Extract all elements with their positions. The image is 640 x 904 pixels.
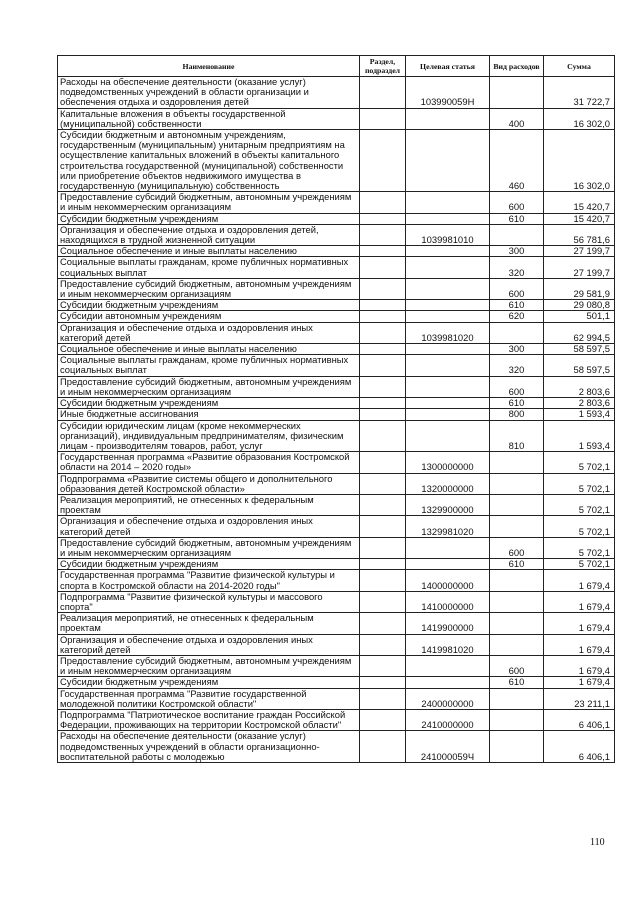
cell-sum: 5 702,1 <box>544 473 615 494</box>
cell-target <box>406 537 490 558</box>
cell-type: 810 <box>490 420 544 452</box>
cell-section <box>360 130 406 192</box>
header-name: Наименование <box>58 56 360 77</box>
cell-target: 1419981020 <box>406 634 490 655</box>
cell-type: 610 <box>490 300 544 311</box>
cell-sum: 5 702,1 <box>544 537 615 558</box>
budget-table <box>57 55 615 763</box>
cell-target <box>406 398 490 409</box>
cell-name: Предоставление субсидий бюджетным, автономным учреждениям и иным некоммерческим организациям <box>58 537 360 558</box>
cell-target: 1300000000 <box>406 452 490 473</box>
cell-name: Государственная программа "Развитие государственной молодежной политики Костромской области" <box>58 688 360 709</box>
cell-type <box>490 494 544 515</box>
cell-target <box>406 213 490 224</box>
cell-target: 2400000000 <box>406 688 490 709</box>
cell-section <box>360 591 406 612</box>
cell-section <box>360 213 406 224</box>
table-row <box>58 688 615 709</box>
table-row <box>58 420 615 452</box>
cell-target <box>406 300 490 311</box>
cell-sum: 1 593,4 <box>544 409 615 420</box>
cell-sum: 6 406,1 <box>544 709 615 730</box>
cell-sum: 1 679,4 <box>544 655 615 676</box>
cell-target <box>406 409 490 420</box>
cell-sum: 56 781,6 <box>544 224 615 245</box>
table-row <box>58 570 615 591</box>
table-row <box>58 591 615 612</box>
cell-sum: 5 702,1 <box>544 516 615 537</box>
cell-name: Субсидии бюджетным учреждениям <box>58 300 360 311</box>
cell-type <box>490 591 544 612</box>
cell-sum: 2 803,6 <box>544 398 615 409</box>
cell-type: 460 <box>490 130 544 192</box>
cell-section <box>360 452 406 473</box>
cell-type: 620 <box>490 311 544 322</box>
cell-section <box>360 570 406 591</box>
cell-name: Организация и обеспечение отдыха и оздоровления иных категорий детей <box>58 634 360 655</box>
cell-type: 300 <box>490 246 544 257</box>
cell-sum: 1 679,4 <box>544 570 615 591</box>
cell-name: Предоставление субсидий бюджетным, автономным учреждениям и иным некоммерческим организациям <box>58 655 360 676</box>
cell-name: Субсидии бюджетным учреждениям <box>58 213 360 224</box>
cell-section <box>360 677 406 688</box>
table-row <box>58 344 615 355</box>
table-row <box>58 655 615 676</box>
cell-target: 1400000000 <box>406 570 490 591</box>
table-row <box>58 376 615 397</box>
cell-type: 600 <box>490 192 544 213</box>
cell-target <box>406 192 490 213</box>
header-section: Раздел, подраздел <box>360 56 406 77</box>
cell-target: 1039981010 <box>406 224 490 245</box>
cell-target <box>406 278 490 299</box>
cell-target: 1329981020 <box>406 516 490 537</box>
cell-target: 1329900000 <box>406 494 490 515</box>
table-row <box>58 516 615 537</box>
table-row <box>58 224 615 245</box>
cell-section <box>360 709 406 730</box>
cell-type: 600 <box>490 376 544 397</box>
cell-sum: 1 593,4 <box>544 420 615 452</box>
cell-name: Расходы на обеспечение деятельности (оказание услуг) подведомственных учреждений в области организационно-воспитательной работы с молодежью <box>58 731 360 763</box>
cell-name: Субсидии бюджетным и автономным учреждениям, государственным (муниципальным) унитарным предприятиям на осуществление капитальных вложений в объекты капитального строительства государственной (муниципальной) собственности или приобретение объектов недвижимого имущества в государственную (муниципальную) собственность <box>58 130 360 192</box>
cell-type <box>490 473 544 494</box>
cell-section <box>360 537 406 558</box>
table-row <box>58 473 615 494</box>
cell-sum: 1 679,4 <box>544 613 615 634</box>
cell-sum: 1 679,4 <box>544 634 615 655</box>
cell-section <box>360 311 406 322</box>
cell-name: Предоставление субсидий бюджетным, автономным учреждениям и иным некоммерческим организациям <box>58 278 360 299</box>
cell-section <box>360 731 406 763</box>
cell-target <box>406 130 490 192</box>
cell-sum: 62 994,5 <box>544 322 615 343</box>
cell-name: Субсидии бюджетным учреждениям <box>58 559 360 570</box>
page-number: 110 <box>590 837 605 848</box>
cell-name: Субсидии юридическим лицам (кроме некоммерческих организаций), индивидуальным предпринимателям, физическим лицам - производителям товаров, работ, услуг <box>58 420 360 452</box>
cell-section <box>360 355 406 376</box>
cell-type <box>490 570 544 591</box>
header-type: Вид расходов <box>490 56 544 77</box>
cell-sum: 27 199,7 <box>544 246 615 257</box>
cell-type <box>490 613 544 634</box>
cell-target: 103990059Н <box>406 77 490 109</box>
cell-section <box>360 613 406 634</box>
cell-sum: 27 199,7 <box>544 257 615 278</box>
header-target: Целевая статья <box>406 56 490 77</box>
cell-name: Подпрограмма «Развитие системы общего и дополнительного образования детей Костромской области» <box>58 473 360 494</box>
cell-section <box>360 300 406 311</box>
cell-type <box>490 452 544 473</box>
table-row <box>58 192 615 213</box>
cell-type: 610 <box>490 213 544 224</box>
cell-sum: 58 597,5 <box>544 355 615 376</box>
cell-target <box>406 246 490 257</box>
cell-sum: 16 302,0 <box>544 108 615 129</box>
table-row <box>58 537 615 558</box>
table-row <box>58 613 615 634</box>
cell-sum: 29 080,8 <box>544 300 615 311</box>
cell-sum: 58 597,5 <box>544 344 615 355</box>
cell-target <box>406 376 490 397</box>
table-row <box>58 398 615 409</box>
cell-name: Подпрограмма "Развитие физической культуры и массового спорта" <box>58 591 360 612</box>
cell-section <box>360 688 406 709</box>
cell-section <box>360 257 406 278</box>
cell-type: 300 <box>490 344 544 355</box>
cell-sum: 6 406,1 <box>544 731 615 763</box>
cell-section <box>360 376 406 397</box>
table-row <box>58 130 615 192</box>
cell-name: Субсидии бюджетным учреждениям <box>58 677 360 688</box>
cell-type <box>490 634 544 655</box>
cell-type: 600 <box>490 278 544 299</box>
cell-type: 610 <box>490 559 544 570</box>
header-sum: Сумма <box>544 56 615 77</box>
cell-target <box>406 257 490 278</box>
cell-section <box>360 77 406 109</box>
cell-name: Социальные выплаты гражданам, кроме публичных нормативных социальных выплат <box>58 257 360 278</box>
cell-section <box>360 655 406 676</box>
cell-target <box>406 655 490 676</box>
cell-type <box>490 322 544 343</box>
cell-sum: 5 702,1 <box>544 559 615 570</box>
cell-target <box>406 677 490 688</box>
table-row <box>58 731 615 763</box>
cell-target <box>406 108 490 129</box>
cell-sum: 15 420,7 <box>544 213 615 224</box>
cell-type: 400 <box>490 108 544 129</box>
table-row <box>58 709 615 730</box>
table-row <box>58 246 615 257</box>
table-row <box>58 634 615 655</box>
cell-name: Социальное обеспечение и иные выплаты населению <box>58 246 360 257</box>
cell-type <box>490 731 544 763</box>
cell-name: Организация и обеспечение отдыха и оздоровления детей, находящихся в трудной жизненной ситуации <box>58 224 360 245</box>
cell-name: Реализация мероприятий, не отнесенных к федеральным проектам <box>58 494 360 515</box>
cell-name: Предоставление субсидий бюджетным, автономным учреждениям и иным некоммерческим организациям <box>58 192 360 213</box>
cell-target: 1320000000 <box>406 473 490 494</box>
cell-section <box>360 246 406 257</box>
table-row <box>58 213 615 224</box>
cell-section <box>360 634 406 655</box>
cell-sum: 5 702,1 <box>544 452 615 473</box>
table-row <box>58 77 615 109</box>
cell-section <box>360 344 406 355</box>
cell-sum: 29 581,9 <box>544 278 615 299</box>
cell-type: 600 <box>490 655 544 676</box>
cell-section <box>360 108 406 129</box>
cell-name: Иные бюджетные ассигнования <box>58 409 360 420</box>
cell-section <box>360 420 406 452</box>
cell-section <box>360 473 406 494</box>
cell-target <box>406 420 490 452</box>
cell-type: 320 <box>490 355 544 376</box>
cell-name: Государственная программа "Развитие физической культуры и спорта в Костромской области на 2014-2020 годы" <box>58 570 360 591</box>
cell-name: Социальное обеспечение и иные выплаты населению <box>58 344 360 355</box>
cell-sum: 1 679,4 <box>544 677 615 688</box>
cell-target: 2410000000 <box>406 709 490 730</box>
cell-target <box>406 311 490 322</box>
cell-type: 600 <box>490 537 544 558</box>
cell-target: 1039981020 <box>406 322 490 343</box>
cell-target <box>406 355 490 376</box>
cell-sum: 15 420,7 <box>544 192 615 213</box>
cell-section <box>360 224 406 245</box>
cell-name: Капитальные вложения в объекты государственной (муниципальной) собственности <box>58 108 360 129</box>
cell-type: 610 <box>490 398 544 409</box>
cell-name: Социальные выплаты гражданам, кроме публичных нормативных социальных выплат <box>58 355 360 376</box>
cell-sum: 31 722,7 <box>544 77 615 109</box>
cell-section <box>360 192 406 213</box>
table-row <box>58 300 615 311</box>
cell-type <box>490 516 544 537</box>
table-row <box>58 452 615 473</box>
cell-sum: 501,1 <box>544 311 615 322</box>
cell-sum: 5 702,1 <box>544 494 615 515</box>
cell-target: 241000059Ч <box>406 731 490 763</box>
table-row <box>58 257 615 278</box>
table-row <box>58 494 615 515</box>
cell-type <box>490 77 544 109</box>
table-row <box>58 108 615 129</box>
cell-sum: 2 803,6 <box>544 376 615 397</box>
cell-type <box>490 224 544 245</box>
table-header-row <box>58 56 615 77</box>
cell-section <box>360 409 406 420</box>
table-row <box>58 278 615 299</box>
cell-target <box>406 344 490 355</box>
cell-name: Государственная программа «Развитие образования Костромской области на 2014 – 2020 годы» <box>58 452 360 473</box>
table-row <box>58 559 615 570</box>
cell-section <box>360 322 406 343</box>
table-row <box>58 409 615 420</box>
cell-section <box>360 494 406 515</box>
cell-name: Подпрограмма "Патриотическое воспитание граждан Российской Федерации, проживающих на территории Костромской области" <box>58 709 360 730</box>
cell-section <box>360 516 406 537</box>
cell-name: Субсидии автономным учреждениям <box>58 311 360 322</box>
table-row <box>58 677 615 688</box>
cell-section <box>360 278 406 299</box>
cell-type: 610 <box>490 677 544 688</box>
cell-type: 320 <box>490 257 544 278</box>
cell-name: Реализация мероприятий, не отнесенных к федеральным проектам <box>58 613 360 634</box>
cell-section <box>360 398 406 409</box>
cell-sum: 23 211,1 <box>544 688 615 709</box>
table-row <box>58 322 615 343</box>
table-row <box>58 355 615 376</box>
cell-type <box>490 688 544 709</box>
cell-sum: 1 679,4 <box>544 591 615 612</box>
cell-sum: 16 302,0 <box>544 130 615 192</box>
cell-target: 1410000000 <box>406 591 490 612</box>
cell-name: Расходы на обеспечение деятельности (оказание услуг) подведомственных учреждений в области организации и обеспечения отдыха и оздоровления детей <box>58 77 360 109</box>
cell-type: 800 <box>490 409 544 420</box>
cell-name: Организация и обеспечение отдыха и оздоровления иных категорий детей <box>58 322 360 343</box>
cell-type <box>490 709 544 730</box>
table-row <box>58 311 615 322</box>
cell-section <box>360 559 406 570</box>
cell-target <box>406 559 490 570</box>
cell-name: Предоставление субсидий бюджетным, автономным учреждениям и иным некоммерческим организациям <box>58 376 360 397</box>
cell-name: Организация и обеспечение отдыха и оздоровления иных категорий детей <box>58 516 360 537</box>
cell-target: 1419900000 <box>406 613 490 634</box>
cell-name: Субсидии бюджетным учреждениям <box>58 398 360 409</box>
